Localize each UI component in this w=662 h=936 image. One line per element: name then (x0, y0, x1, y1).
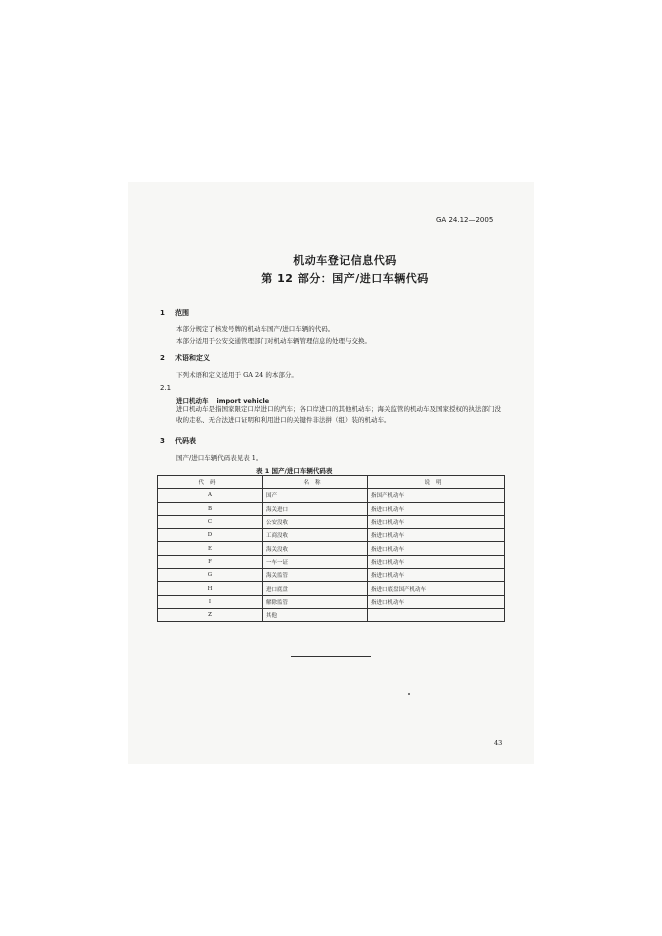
section-title: 代码表 (175, 437, 196, 445)
scope-paragraph-2: 本部分适用于公安交通管理部门对机动车辆管理信息的处理与交换。 (176, 337, 371, 345)
table-row (158, 529, 505, 542)
code-cell: A (158, 489, 263, 502)
section-2-heading (160, 353, 210, 363)
section-title: 术语和定义 (175, 354, 210, 362)
table-row (158, 595, 505, 608)
table-row (158, 569, 505, 582)
scan-speck (408, 693, 410, 695)
name-cell: 其他 (263, 608, 368, 621)
name-cell: 工商没收 (263, 529, 368, 542)
description-cell: 指进口机动车 (368, 595, 505, 608)
terms-intro: 下列术语和定义适用于 GA 24 的本部分。 (176, 371, 298, 379)
table-row (158, 515, 505, 528)
table-header-cell: 说明 (368, 476, 505, 489)
name-cell: 进口底盘 (263, 582, 368, 595)
name-cell: 一车一证 (263, 555, 368, 568)
table-row (158, 555, 505, 568)
description-cell: 指进口底盘国产机动车 (368, 582, 505, 595)
code-cell: C (158, 515, 263, 528)
code-cell: F (158, 555, 263, 568)
name-cell: 解除监管 (263, 595, 368, 608)
page-number: 43 (494, 739, 503, 747)
name-cell: 海关没收 (263, 542, 368, 555)
description-cell: 指国产机动车 (368, 489, 505, 502)
section-number: 2 (160, 354, 165, 362)
section-3-heading (160, 436, 196, 446)
section-number: 1 (160, 309, 165, 317)
description-cell: 指进口机动车 (368, 542, 505, 555)
description-cell: 指进口机动车 (368, 502, 505, 515)
name-cell: 公安没收 (263, 515, 368, 528)
term-definition: 进口机动车是指国家限定口岸进口的汽车；各口岸进口的其他机动车；海关监管的机动车及国家授权的执法部门没收的走私、无合法进口证明和利用进口的关键件非法拼（组）装的机动车。 (176, 405, 501, 424)
table-header-cell: 名称 (263, 476, 368, 489)
code-table-intro: 国产/进口车辆代码表见表 1。 (176, 454, 263, 462)
end-rule (291, 656, 371, 657)
code-cell: H (158, 582, 263, 595)
table-row (158, 542, 505, 555)
standard-code: GA 24.12—2005 (436, 216, 494, 224)
name-cell: 海关监管 (263, 569, 368, 582)
description-cell: 指进口机动车 (368, 515, 505, 528)
name-cell: 国产 (263, 489, 368, 502)
scope-paragraph-1: 本部分规定了核发号牌的机动车国产/进口车辆的代码。 (176, 325, 335, 333)
section-number: 3 (160, 437, 165, 445)
table-header-row (158, 476, 505, 489)
code-cell: Z (158, 608, 263, 621)
table-header-cell: 代码 (158, 476, 263, 489)
term-name-en: import vehicle (216, 397, 270, 405)
document-subtitle: 第 12 部分：国产/进口车辆代码 (261, 272, 429, 285)
table-caption: 表 1 国产/进口车辆代码表 (256, 467, 333, 475)
code-cell: E (158, 542, 263, 555)
code-cell: G (158, 569, 263, 582)
table-row (158, 582, 505, 595)
section-title: 范围 (175, 309, 189, 317)
table-row (158, 502, 505, 515)
description-cell: 指进口机动车 (368, 569, 505, 582)
description-cell: 指进口机动车 (368, 529, 505, 542)
code-cell: D (158, 529, 263, 542)
term-number: 2.1 (160, 384, 172, 392)
description-cell: 指进口机动车 (368, 555, 505, 568)
code-table (157, 475, 505, 622)
code-cell: B (158, 502, 263, 515)
document-title: 机动车登记信息代码 (293, 254, 397, 267)
name-cell: 海关进口 (263, 502, 368, 515)
table-row (158, 489, 505, 502)
term-name-cn: 进口机动车 (176, 397, 209, 405)
section-1-heading (160, 308, 189, 318)
description-cell (368, 608, 505, 621)
table-row (158, 608, 505, 621)
code-cell: I (158, 595, 263, 608)
